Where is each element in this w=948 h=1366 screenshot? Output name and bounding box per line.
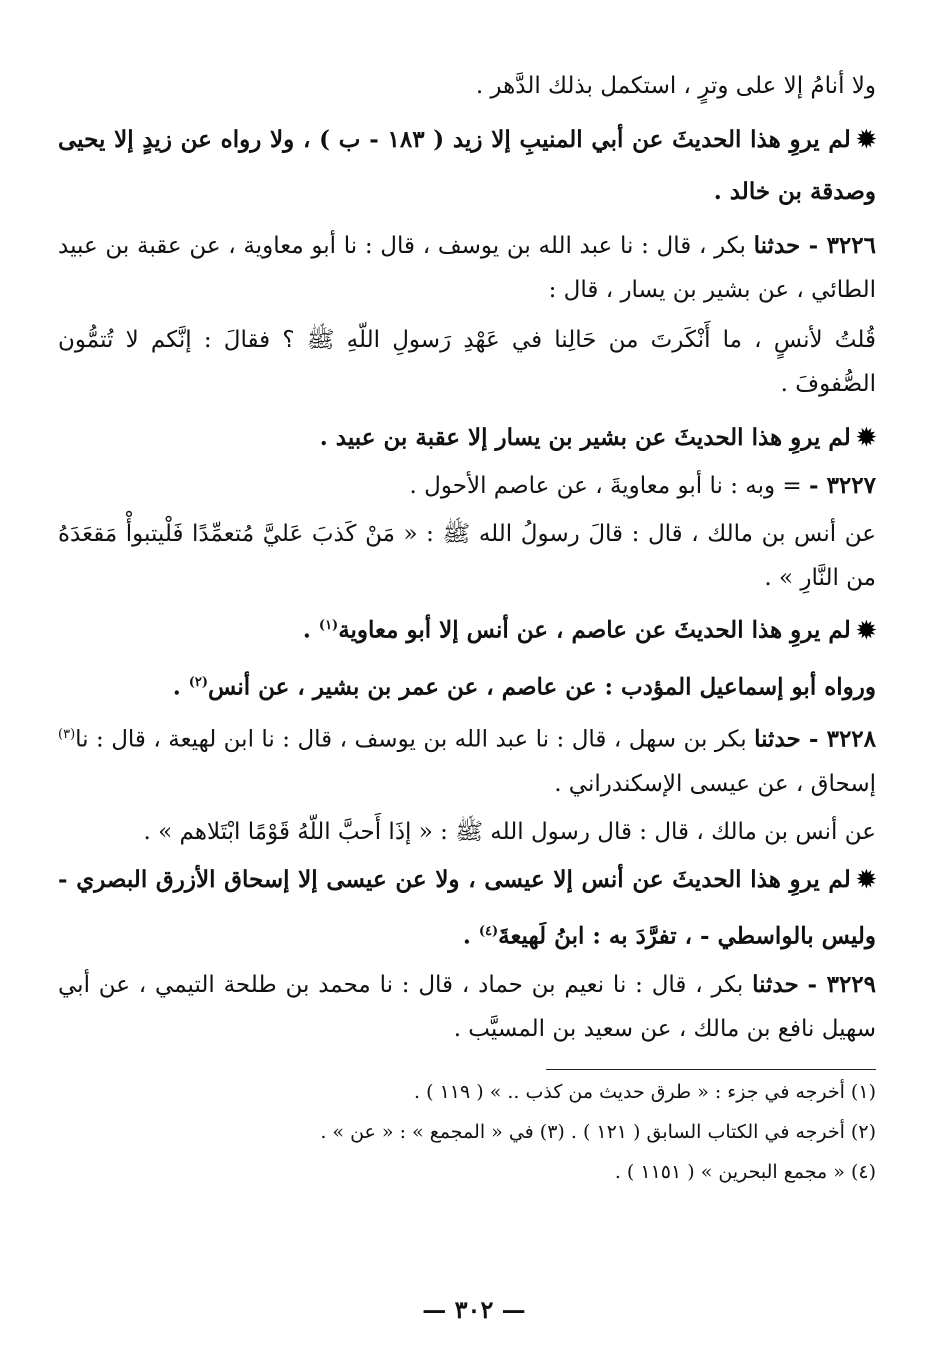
riwaya-note: ورواه أبو إسماعيل المؤدب : عن عاصم ، عن عمر بن بشير ، عن أنس$^{(٢)}$ . (172, 673, 876, 701)
hadith-number: ٣٢٢٨ - حدثنا (754, 725, 877, 753)
footnotes-block (58, 1072, 876, 1192)
footnote-1: (١) أخرجه في جزء : « طرق حديث من كذب .. » ( ١١٩ ) . (414, 1080, 876, 1103)
footnote-ref: (٣) (58, 727, 76, 743)
hadith-3226-matn: قُلتُ لأنسٍ ، ما أَنْكَرتَ من حَالِنا في عَهْدِ رَسولِ اللّهِ ﷺ ؟ فقالَ : إنَّكم لا تُتمُّون الصُّفوفَ . (58, 327, 876, 397)
isnad-text: = وبه : نا أبو معاويةَ ، عن عاصم الأحول . (409, 473, 802, 499)
verdict-text: لم يروِ هذا الحديثَ عن أنس إلا عيسى ، ولا عن عيسى إلا إسحاق الأزرق البصري - وليس بالواسطي - ، تفرَّدَ به : ابنُ لَهيعةَ (58, 865, 876, 950)
verdict-text: لم يروِ هذا الحديثَ عن عاصم ، عن أنس إلا أبو معاوية (338, 616, 851, 644)
verdict-note: ✹لم يروِ هذا الحديثَ عن أنس إلا عيسى ، ولا عن عيسى إلا إسحاق الأزرق البصري - وليس بالواسطي - ، تفرَّدَ به : ابنُ لَهيعةَ$^{(٤)}$ . (58, 865, 876, 950)
paragraph-continuation: ولا أنامُ إلا على وترٍ ، استكمل بذلك الدَّهر . (475, 73, 876, 99)
isnad-text: بكر ، قال : نا نعيم بن حماد ، قال : نا محمد بن طلحة التيمي ، عن أبي سهيل نافع بن مالك ، عن سعيد بن المسيَّب . (58, 971, 876, 1042)
isnad-text: بكر ، قال : نا عبد الله بن يوسف ، قال : نا أبو معاوية ، عن عقبة بن عبيد الطائي ، عن بشير بن يسار ، قال : (58, 233, 876, 303)
footnote-ref: (٢) (188, 674, 209, 690)
verdict-text: ورواه أبو إسماعيل المؤدب : عن عاصم ، عن عمر بن بشير ، عن أنس (208, 673, 876, 701)
verdict-note (58, 412, 876, 464)
footnote-4: (٤) « مجمع البحرين » ( ١١٥١ ) . (614, 1160, 876, 1183)
verdict-note (58, 114, 876, 218)
verdict-note: ✹لم يروِ هذا الحديثَ عن عاصم ، عن أنس إلا أبو معاوية$^{(١)}$ . (302, 616, 876, 644)
star-bullet-icon: ✹ (856, 616, 876, 644)
footnote-ref: (١) (318, 618, 339, 633)
hadith-3228-matn: عن أنس بن مالك ، قال : قال رسول الله ﷺ : « إذَا أَحبَّ اللّهُ قَوْمًا ابْتَلاهم » . (143, 818, 876, 845)
hadith-number: ٣٢٢٧ - (809, 472, 876, 499)
star-bullet-icon: ✹ (856, 126, 877, 153)
hadith-3226-chain (58, 224, 876, 312)
page-number: — ٣٠٢ — (422, 1295, 526, 1324)
hadith-label: حدثنا (752, 970, 799, 998)
verdict-text: لم يروِ هذا الحديثَ عن أبي المنيبِ إلا زيد ( ١٨٣ - ب ) ، ولا رواه عن زيدٍ إلا يحيى وصدقة بن خالد . (58, 126, 876, 205)
isnad-text: إسحاق ، عن عيسى الإسكندراني . (554, 770, 876, 797)
hadith-number: ٣٢٢٩ - (807, 970, 877, 998)
hadith-3229-chain (58, 963, 876, 1051)
hadith-3227-matn: عن أنس بن مالك ، قال : قالَ رسولُ الله ﷺ : « مَنْ كَذبَ عَليَّ مُتعمِّدًا فَلْيتبوأْ مَقعَدَهُ من النَّارِ » . (58, 521, 876, 591)
hadith-3227-chain (58, 464, 876, 508)
hadith-number: ٣٢٢٦ - حدثنا (753, 232, 876, 259)
isnad-text: بكر بن سهل ، قال : نا عبد الله بن يوسف ، قال : نا ابن لهيعة ، قال : نا (75, 726, 747, 753)
star-bullet-icon: ✹ (856, 865, 876, 893)
footnote-ref: (٤) (478, 923, 499, 939)
hadith-3228-chain (58, 713, 876, 806)
verdict-text: لم يروِ هذا الحديثَ عن بشير بن يسار إلا عقبة بن عبيد . (319, 424, 851, 451)
footnote-2-3: (٢) أخرجه في الكتاب السابق ( ١٢١ ) . (٣) في « المجمع » : « عن » . (320, 1120, 876, 1143)
star-bullet-icon: ✹ (856, 424, 876, 451)
